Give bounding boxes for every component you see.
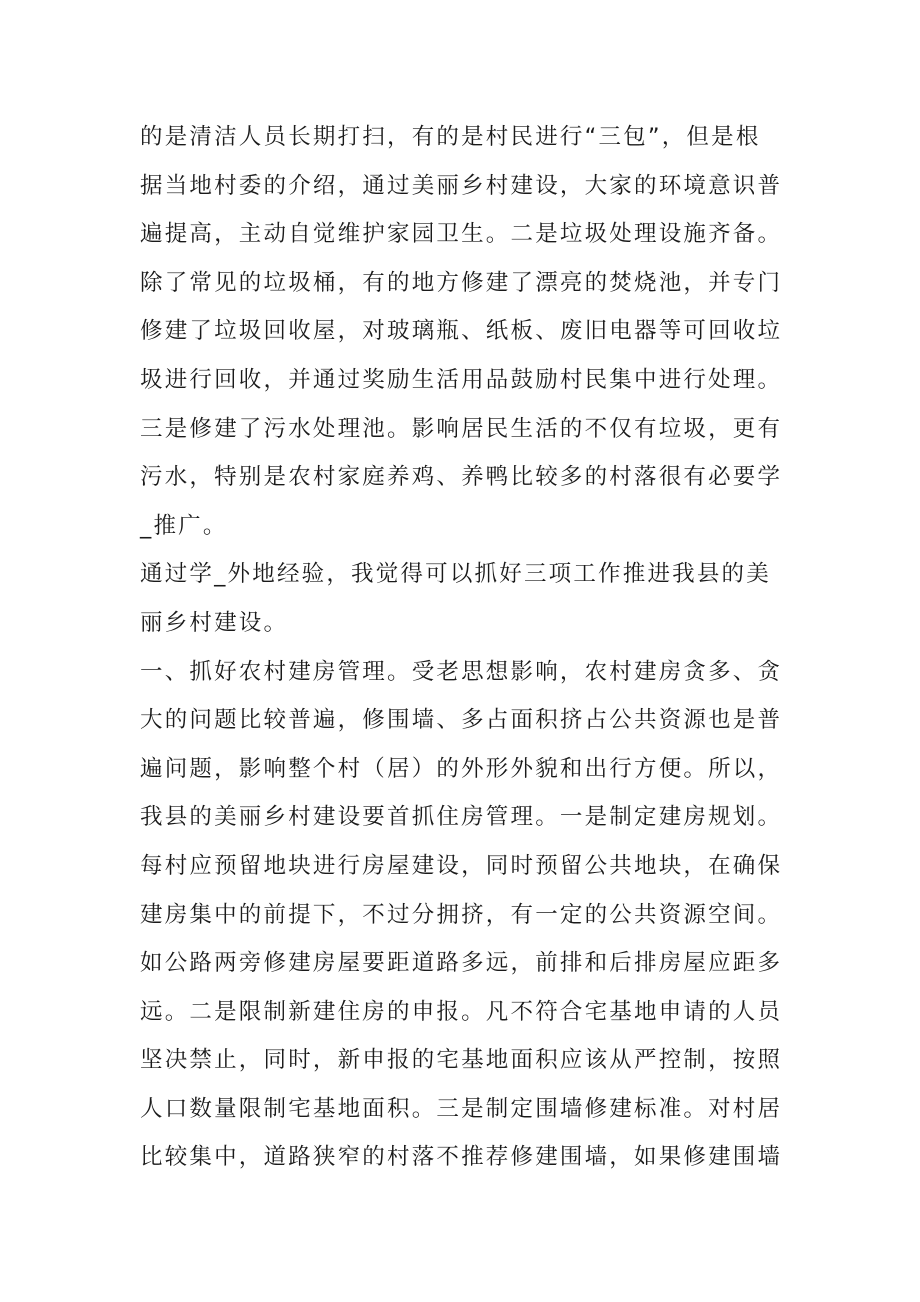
text-line-7: 三是修建了污水处理池。影响居民生活的不仅有垃圾，更有 (140, 415, 783, 442)
text-line-20: 坚决禁止，同时，新申报的宅基地面积应该从严控制，按照 (140, 1047, 783, 1074)
text-line-17: 建房集中的前提下，不过分拥挤，有一定的公共资源空间。 (140, 901, 783, 928)
text-line-14: 遍问题，影响整个村（居）的外形外貌和出行方便。所以， (140, 755, 783, 782)
text-line-1: 的是清洁人员长期打扫，有的是村民进行“三包”，但是根 (140, 124, 761, 150)
text-line-18: 如公路两旁修建房屋要距道路多远，前排和后排房屋应距多 (140, 950, 783, 977)
text-line-5: 修建了垃圾回收屋，对玻璃瓶、纸板、废旧电器等可回收垃 (140, 318, 783, 345)
text-line-13: 大的问题比较普遍，修围墙、多占面积挤占公共资源也是普 (140, 707, 783, 734)
text-line-8: 污水，特别是农村家庭养鸡、养鸭比较多的村落很有必要学 (140, 464, 783, 491)
text-line-21: 人口数量限制宅基地面积。三是制定围墙修建标准。对村居 (140, 1095, 783, 1122)
text-line-3: 遍提高，主动自觉维护家园卫生。二是垃圾处理设施齐备。 (140, 221, 783, 248)
text-line-11: 丽乡村建设。 (140, 609, 289, 636)
text-line-4: 除了常见的垃圾桶，有的地方修建了漂亮的焚烧池，并专门 (140, 269, 783, 296)
text-line-10: 通过学_外地经验，我觉得可以抓好三项工作推进我县的美 (140, 561, 771, 588)
text-line-2: 据当地村委的介绍，通过美丽乡村建设，大家的环境意识普 (140, 172, 783, 199)
body-text (140, 113, 810, 1182)
text-line-9: _推广。 (140, 512, 228, 539)
text-line-22: 比较集中，道路狭窄的村落不推荐修建围墙，如果修建围墙 (140, 1144, 783, 1171)
text-line-12: 一、抓好农村建房管理。受老思想影响，农村建房贪多、贪 (140, 658, 783, 685)
text-line-16: 每村应预留地块进行房屋建设，同时预留公共地块，在确保 (140, 852, 783, 879)
text-line-19: 远。二是限制新建住房的申报。凡不符合宅基地申请的人员 (140, 998, 783, 1025)
text-line-6: 圾进行回收，并通过奖励生活用品鼓励村民集中进行处理。 (140, 366, 783, 393)
text-line-15: 我县的美丽乡村建设要首抓住房管理。一是制定建房规划。 (140, 804, 783, 831)
